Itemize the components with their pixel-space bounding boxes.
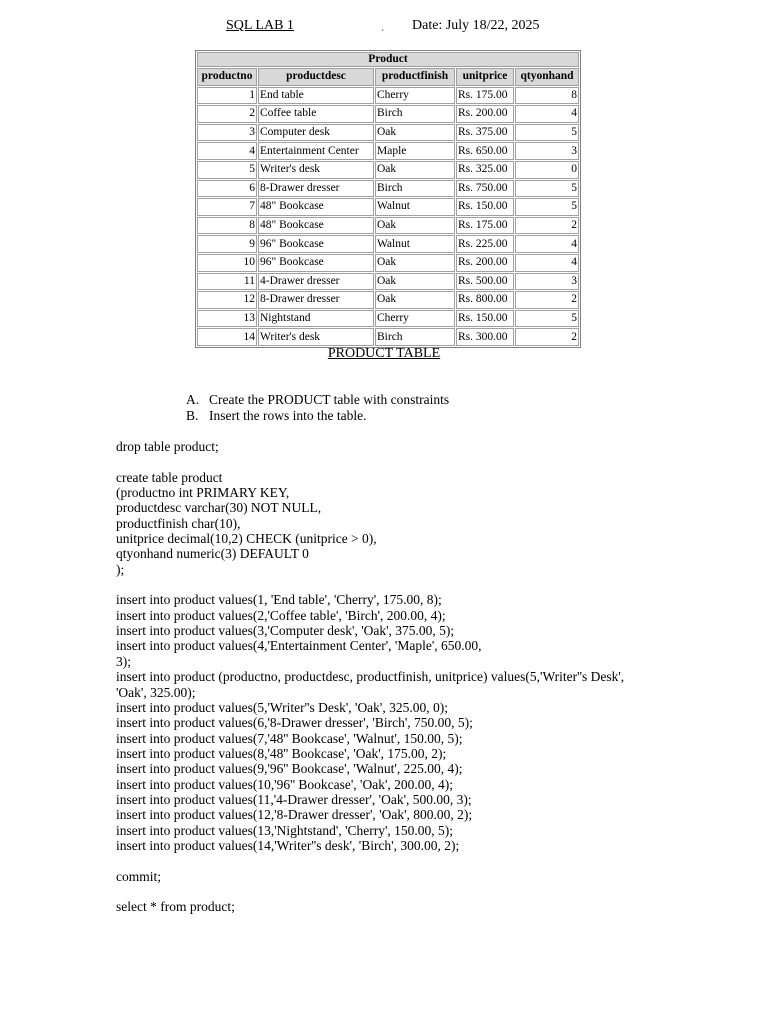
productdesc-cell: 48" Bookcase [258, 217, 374, 235]
productno-cell: 6 [197, 180, 257, 198]
table-row [197, 198, 579, 216]
code-line: 'Oak', 325.00); [116, 684, 196, 700]
code-line: commit; [116, 868, 161, 884]
task-marker: B. [186, 407, 199, 423]
table-caption-row [197, 52, 579, 67]
code-line: insert into product values(8,'48'' Bookcase', 'Oak', 175.00, 2); [116, 745, 447, 761]
productdesc-cell: 4-Drawer dresser [258, 273, 374, 291]
qtyonhand-cell: 0 [515, 161, 579, 179]
productno-cell: 9 [197, 235, 257, 253]
code-blank-line [116, 577, 676, 592]
productno-cell: 8 [197, 217, 257, 235]
document-date: Date: July 18/22, 2025 [412, 18, 540, 33]
productfinish-cell: Birch [375, 180, 455, 198]
code-blank-line [116, 884, 676, 899]
productno-cell: 2 [197, 105, 257, 123]
productfinish-cell: Cherry [375, 87, 455, 105]
task-marker: A. [186, 392, 200, 407]
code-blank-line [116, 454, 676, 469]
table-row [197, 217, 579, 235]
code-line: qtyonhand numeric(3) DEFAULT 0 [116, 546, 309, 562]
productfinish-cell: Birch [375, 105, 455, 123]
unitprice-cell: Rs. 175.00 [456, 217, 514, 235]
qtyonhand-cell: 8 [515, 87, 579, 105]
unitprice-cell: Rs. 800.00 [456, 291, 514, 309]
unitprice-cell: Rs. 500.00 [456, 273, 514, 291]
productno-cell: 12 [197, 291, 257, 309]
product-table [195, 50, 581, 348]
productno-cell: 1 [197, 87, 257, 105]
code-line: unitprice decimal(10,2) CHECK (unitprice > 0), [116, 531, 377, 547]
table-row [197, 124, 579, 142]
code-line: insert into product values(4,'Entertainment Center', 'Maple', 650.00, [116, 638, 482, 654]
productfinish-cell: Oak [375, 161, 455, 179]
unitprice-cell: Rs. 150.00 [456, 310, 514, 328]
table-row [197, 291, 579, 309]
code-line: (productno int PRIMARY KEY, [116, 485, 290, 501]
product-table-title: PRODUCT TABLE [327, 346, 441, 361]
code-line: insert into product values(11,'4-Drawer dresser', 'Oak', 500.00, 3); [116, 791, 472, 807]
productdesc-cell: Writer's desk [258, 328, 374, 346]
unitprice-cell: Rs. 375.00 [456, 124, 514, 142]
productdesc-cell: 8-Drawer dresser [258, 180, 374, 198]
code-line: ); [116, 561, 125, 577]
qtyonhand-cell: 5 [515, 198, 579, 216]
unitprice-cell: Rs. 200.00 [456, 105, 514, 123]
table-row [197, 105, 579, 123]
productfinish-cell: Maple [375, 142, 455, 160]
task-text: Create the PRODUCT table with constraints [209, 392, 450, 407]
unitprice-cell: Rs. 150.00 [456, 198, 514, 216]
productno-cell: 7 [197, 198, 257, 216]
table-row [197, 161, 579, 179]
productdesc-cell: 96" Bookcase [258, 254, 374, 272]
qtyonhand-cell: 4 [515, 105, 579, 123]
code-line: insert into product (productno, productdesc, productfinish, unitprice) values(5,'Writer''s Desk', [116, 669, 625, 685]
sql-code-block [116, 439, 676, 915]
productfinish-cell: Walnut [375, 235, 455, 253]
qtyonhand-cell: 5 [515, 124, 579, 142]
productdesc-cell: 48" Bookcase [258, 198, 374, 216]
unitprice-cell: Rs. 225.00 [456, 235, 514, 253]
table-row [197, 87, 579, 105]
code-line: insert into product values(14,'Writer''s desk', 'Birch', 300.00, 2); [116, 837, 460, 853]
productfinish-cell: Oak [375, 254, 455, 272]
qtyonhand-cell: 5 [515, 310, 579, 328]
productdesc-cell: Entertainment Center [258, 142, 374, 160]
productfinish-cell: Oak [375, 124, 455, 142]
code-line: insert into product values(5,'Writer''s Desk', 'Oak', 325.00, 0); [116, 699, 448, 715]
qtyonhand-cell: 4 [515, 254, 579, 272]
page-header [0, 18, 768, 38]
unitprice-cell: Rs. 200.00 [456, 254, 514, 272]
task-item [186, 408, 449, 424]
code-line: insert into product values(1, 'End table', 'Cherry', 175.00, 8); [116, 592, 442, 608]
qtyonhand-cell: 2 [515, 291, 579, 309]
productno-cell: 10 [197, 254, 257, 272]
qtyonhand-cell: 5 [515, 180, 579, 198]
table-header-row [197, 68, 579, 86]
table-row [197, 180, 579, 198]
qtyonhand-cell: 2 [515, 217, 579, 235]
qtyonhand-cell: 3 [515, 273, 579, 291]
column-header-productfinish: productfinish [375, 68, 455, 86]
task-list [186, 392, 449, 423]
table-row [197, 328, 579, 346]
code-line: insert into product values(10,'96'' Bookcase', 'Oak', 200.00, 4); [116, 776, 454, 792]
code-line: 3); [116, 653, 131, 669]
code-line: insert into product values(12,'8-Drawer dresser', 'Oak', 800.00, 2); [116, 807, 473, 823]
productno-cell: 3 [197, 124, 257, 142]
unitprice-cell: Rs. 300.00 [456, 328, 514, 346]
qtyonhand-cell: 4 [515, 235, 579, 253]
qtyonhand-cell: 3 [515, 142, 579, 160]
column-header-productdesc: productdesc [258, 68, 374, 86]
productno-cell: 13 [197, 310, 257, 328]
column-header-productno: productno [197, 68, 257, 86]
table-row [197, 235, 579, 253]
unitprice-cell: Rs. 175.00 [456, 87, 514, 105]
productdesc-cell: Coffee table [258, 105, 374, 123]
qtyonhand-cell: 2 [515, 328, 579, 346]
table-row [197, 254, 579, 272]
task-text: Insert the rows into the table. [209, 407, 367, 423]
productfinish-cell: Oak [375, 273, 455, 291]
table-caption: Product [197, 52, 579, 67]
productno-cell: 4 [197, 142, 257, 160]
code-blank-line [116, 853, 676, 868]
productfinish-cell: Walnut [375, 198, 455, 216]
unitprice-cell: Rs. 325.00 [456, 161, 514, 179]
productdesc-cell: Nightstand [258, 310, 374, 328]
code-line: productfinish char(10), [116, 515, 241, 531]
productno-cell: 11 [197, 273, 257, 291]
code-line: insert into product values(13,'Nightstand', 'Cherry', 150.00, 5); [116, 822, 454, 838]
code-line: drop table product; [116, 439, 219, 454]
code-line: insert into product values(3,'Computer desk', 'Oak', 375.00, 5); [116, 623, 455, 639]
productdesc-cell: Writer's desk [258, 161, 374, 179]
productfinish-cell: Cherry [375, 310, 455, 328]
productno-cell: 5 [197, 161, 257, 179]
table-row [197, 310, 579, 328]
productdesc-cell: Computer desk [258, 124, 374, 142]
column-header-qtyonhand: qtyonhand [515, 68, 579, 86]
productdesc-cell: End table [258, 87, 374, 105]
code-line: insert into product values(9,'96'' Bookcase', 'Walnut', 225.00, 4); [116, 761, 463, 777]
code-line: create table product [116, 469, 223, 485]
productfinish-cell: Birch [375, 328, 455, 346]
unitprice-cell: Rs. 650.00 [456, 142, 514, 160]
code-line: insert into product values(6,'8-Drawer dresser', 'Birch', 750.00, 5); [116, 715, 473, 731]
code-line: insert into product values(7,'48'' Bookcase', 'Walnut', 150.00, 5); [116, 730, 463, 746]
table-row [197, 273, 579, 291]
productdesc-cell: 8-Drawer dresser [258, 291, 374, 309]
productno-cell: 14 [197, 328, 257, 346]
productdesc-cell: 96" Bookcase [258, 235, 374, 253]
stray-mark: ` [381, 28, 384, 38]
column-header-unitprice: unitprice [456, 68, 514, 86]
task-item [186, 392, 449, 408]
code-line: productdesc varchar(30) NOT NULL, [116, 500, 322, 516]
unitprice-cell: Rs. 750.00 [456, 180, 514, 198]
table-row [197, 142, 579, 160]
code-line: insert into product values(2,'Coffee table', 'Birch', 200.00, 4); [116, 607, 446, 623]
productfinish-cell: Oak [375, 291, 455, 309]
productfinish-cell: Oak [375, 217, 455, 235]
code-line: select * from product; [116, 899, 235, 915]
document-title: SQL LAB 1 [226, 18, 294, 33]
table-body [197, 87, 579, 346]
